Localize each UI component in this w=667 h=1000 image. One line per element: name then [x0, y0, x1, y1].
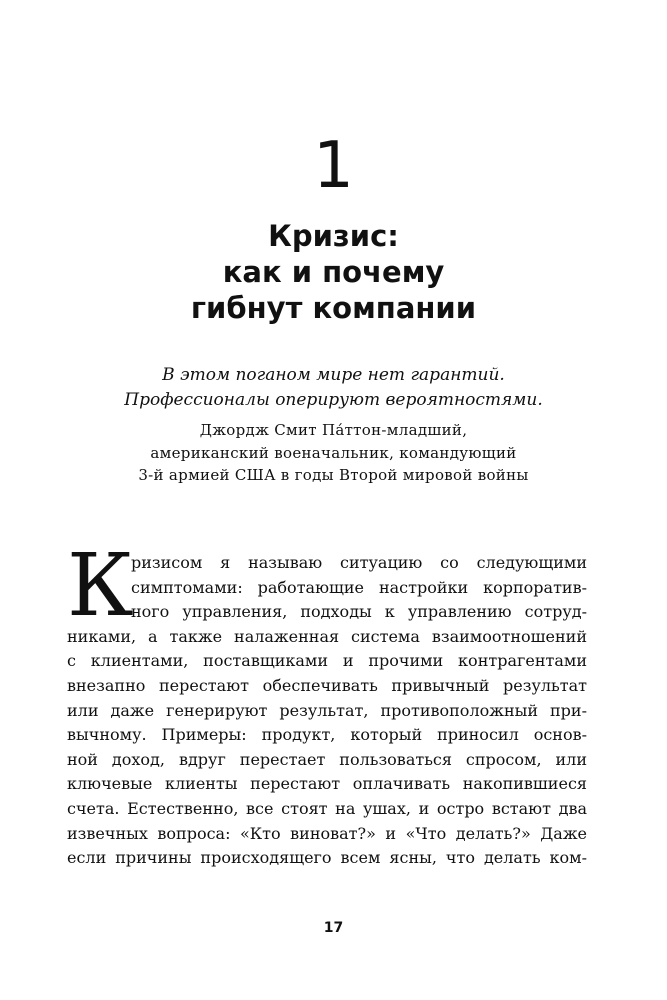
body-line: счета. Естественно, все стоят на ушах, и остро встают два: [67, 798, 587, 818]
chapter-title-line: гибнут компании: [190, 291, 477, 325]
attribution-line: американский военачальник, командующий: [150, 443, 517, 462]
body-line: если причины происходящего всем ясны, что делать ком-: [67, 848, 587, 868]
body-line: с клиентами, поставщиками и прочими контрагентами: [67, 651, 587, 671]
body-line: никами, а также налаженная система взаимоотношений: [67, 626, 587, 646]
body-line: вычному. Примеры: продукт, который приносил основ-: [67, 725, 587, 745]
body-line: внезапно перестают обеспечивать привычный результат: [67, 675, 587, 695]
body-paragraph: [67, 551, 587, 871]
body-line: или даже генерируют результат, противоположный при-: [67, 700, 587, 720]
drop-cap: К: [67, 536, 134, 636]
body-line: ризисом я называю ситуацию со следующими: [131, 553, 587, 572]
chapter-number: 1: [313, 129, 354, 203]
attribution-line: 3-й армией США в годы Второй мировой войны: [138, 466, 529, 484]
body-line: ного управления, подходы к управлению сотруд-: [131, 602, 587, 622]
body-line: ной доход, вдруг перестает пользоваться спросом, или: [67, 749, 587, 769]
epigraph-line: В этом поганом мире нет гарантий.: [162, 365, 505, 385]
epigraph-attribution: [0, 419, 667, 487]
body-line: симптомами: работающие настройки корпоратив-: [131, 577, 587, 597]
chapter-title: [0, 218, 667, 326]
body-line: извечных вопроса: «Кто виноват?» и «Что делать?» Даже: [67, 823, 587, 843]
attribution-line: Джордж Смит Па́ттон-младший,: [199, 421, 468, 439]
body-line: ключевые клиенты перестают оплачивать накопившиеся: [67, 774, 587, 794]
epigraph-quote: [0, 363, 667, 413]
chapter-title-line: как и почему: [222, 255, 445, 289]
page-number: 17: [323, 920, 344, 936]
epigraph-line: Профессионалы оперируют вероятностями.: [124, 390, 543, 410]
chapter-title-line: Кризис:: [268, 219, 399, 253]
